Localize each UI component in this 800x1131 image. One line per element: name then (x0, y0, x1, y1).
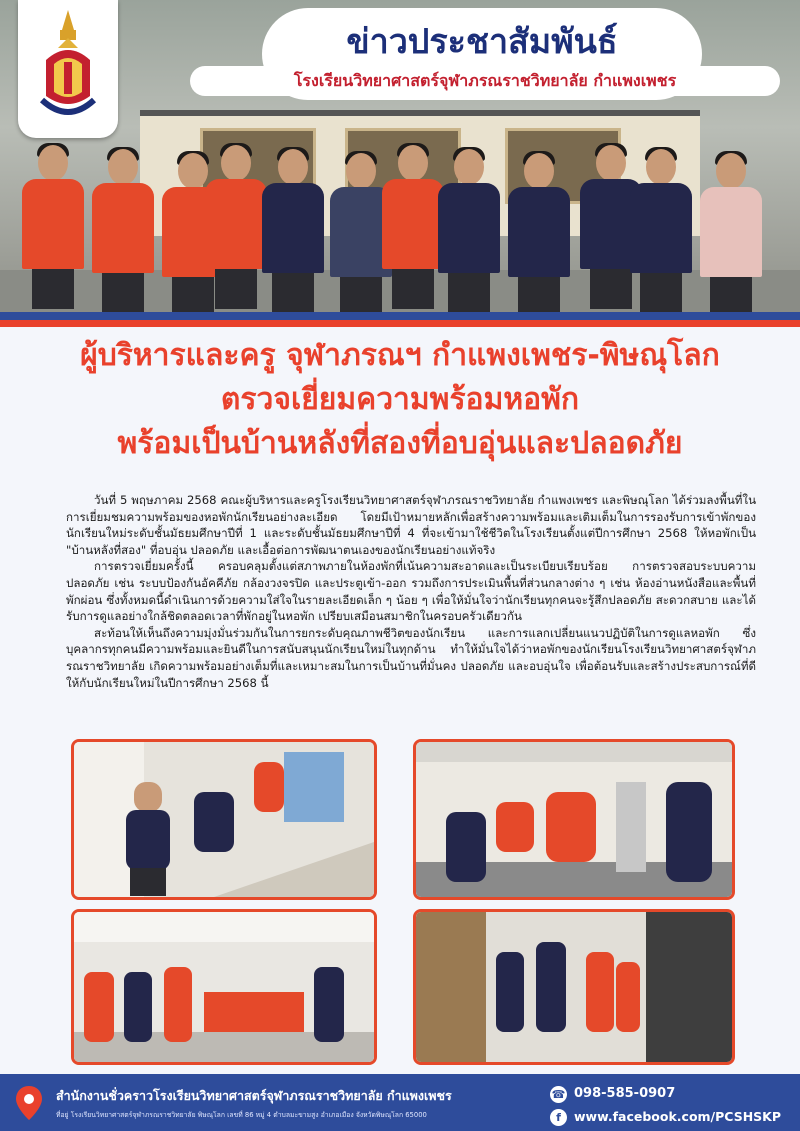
footer-phone[interactable]: 098-585-0907 (574, 1086, 676, 1101)
divider-stripe (0, 312, 800, 320)
school-name: โรงเรียนวิทยาศาสตร์จุฬาภรณราชวิทยาลัย กำแพงเพชร (190, 66, 780, 96)
location-pin-icon (14, 1084, 44, 1122)
headline (0, 334, 800, 466)
facebook-icon: f (550, 1109, 567, 1126)
photo-stairway (71, 739, 377, 900)
headline-line: พร้อมเป็นบ้านหลังที่สองที่อบอุ่นและปลอดภัย (117, 426, 683, 461)
school-emblem-icon (18, 0, 118, 138)
photo-dormitory-image (416, 912, 732, 1062)
phone-icon: ☎ (551, 1088, 566, 1101)
headline-line: ผู้บริหารและครู จุฬาภรณฯ กำแพงเพชร-พิษณุโลก (80, 338, 720, 373)
footer (0, 1074, 800, 1131)
article-paragraph: สะท้อนให้เห็นถึงความมุ่งมั่นร่วมกันในการยกระดับคุณภาพชีวิตของนักเรียน และการแลกเปลี่ยนแนวปฏิบัติในการดูแลหอพัก ซึ่งบุคลากรทุกคนมีความพร้อมและยินดีในการสนับสนุนนักเรียนใหม่ในทุกด้าน ทำให้มั่นใจได้ว่าหอพักของนักเรียนโรงเรียนวิทยาศาสตร์จุฬาภรณราชวิทยาลัย เกิดความพร้อมอย่างเต็มที่และเหมาะสมในการเป็นบ้านที่มั่นคง ปลอดภัย และอบอุ่นใจ เพื่อต้อนรับและสร้างประสบการณ์ที่ดีให้กับนักเรียนใหม่ในปีการศึกษา 2568 นี้ (66, 625, 756, 690)
photo-group-hall (71, 909, 377, 1065)
footer-org: สำนักงานชั่วคราวโรงเรียนวิทยาศาสตร์จุฬาภรณราชวิทยาลัย กำแพงเพชร (56, 1088, 452, 1103)
headline-line: ตรวจเยี่ยมความพร้อมหอพัก (220, 382, 580, 417)
footer-address: ที่อยู่ โรงเรียนวิทยาศาสตร์จุฬาภรณราชวิทยาลัย พิษณุโลก เลขที่ 86 หมู่ 4 ตำบลมะขามสูง อำเภอเมือง จังหวัดพิษณุโลก 65000 (56, 1111, 427, 1119)
article-paragraph: วันที่ 5 พฤษภาคม 2568 คณะผู้บริหารและครูโรงเรียนวิทยาศาสตร์จุฬาภรณราชวิทยาลัย กำแพงเพชร และพิษณุโลก ได้ร่วมลงพื้นที่ในการเยี่ยมชมความพร้อมของหอพักนักเรียนอย่างละเอียด โดยมีเป้าหมายหลักเพื่อสร้างความพร้อมและเติมเต็มในการรองรับการเข้าพักของนักเรียนใหม่ระดับชั้นมัธยมศึกษาปีที่ 1 และระดับชั้นมัธยมศึกษาปีที่ 4 ที่จะเข้ามาใช้ชีวิตในโรงเรียนตั้งแต่ปีการศึกษา 2568 ให้หอพักเป็น "บ้านหลังที่สอง" ที่อบอุ่น ปลอดภัย และเอื้อต่อการพัฒนาตนเองของนักเรียนอย่างแท้จริง (66, 493, 756, 557)
divider-stripe (0, 320, 800, 327)
school-logo (18, 0, 118, 138)
photo-dormitory (413, 909, 735, 1065)
article-body (66, 492, 756, 691)
photo-group-hall-image (74, 912, 374, 1062)
photo-reading-room-image (416, 742, 732, 897)
footer-facebook-link[interactable]: www.facebook.com/PCSHSKP (574, 1109, 782, 1124)
photo-reading-room (413, 739, 735, 900)
page-title: ข่าวประชาสัมพันธ์ (346, 22, 618, 62)
photo-stairway-image (74, 742, 374, 897)
article-paragraph: การตรวจเยี่ยมครั้งนี้ ครอบคลุมตั้งแต่สภาพภายในห้องพักที่เน้นความสะอาดและเป็นระเบียบเรียบร้อย การตรวจสอบระบบความปลอดภัย เช่น ระบบป้องกันอัคคีภัย กล้องวงจรปิด และประตูเข้า-ออก รวมถึงการประเมินพื้นที่ส่วนกลางต่าง ๆ เช่น ห้องอ่านหนังสือและพื้นที่พักผ่อน ซึ่งทั้งหมดนี้ดำเนินการด้วยความใส่ใจในรายละเอียดเล็ก ๆ น้อย ๆ เพื่อให้มั่นใจว่านักเรียนทุกคนจะรู้สึกปลอดภัย สะดวกสบาย และได้รับการดูแลอย่างใกล้ชิดตลอดเวลาที่พักอยู่ในหอพัก เปรียบเสมือนสมาชิกในครอบครัวเดียวกัน (66, 559, 756, 624)
